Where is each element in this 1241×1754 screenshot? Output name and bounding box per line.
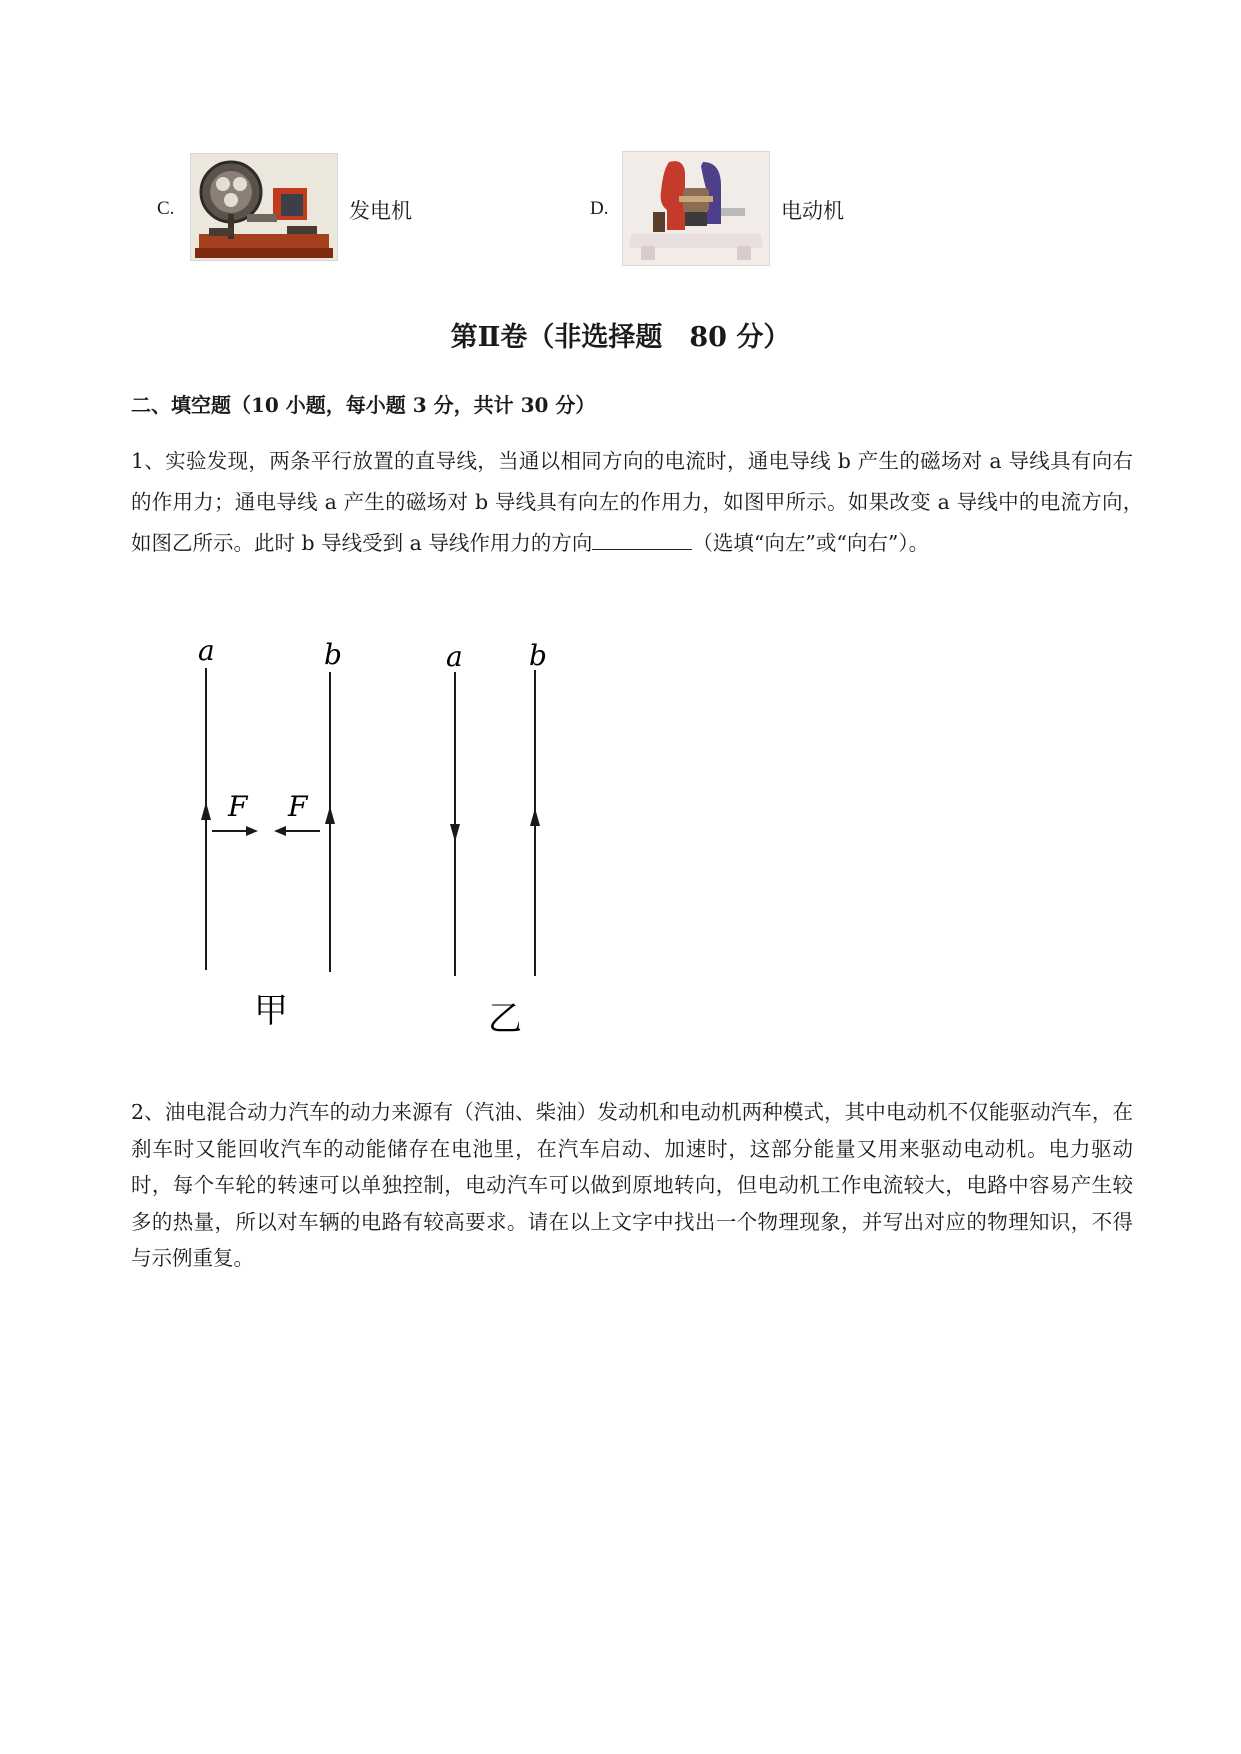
caption-jia: 甲 bbox=[254, 991, 288, 1031]
jia-a-current-up-arrow bbox=[201, 802, 211, 820]
question-1-text: 1、实验发现，两条平行放置的直导线，当通以相同方向的电流时，通电导线 b 产生的磁场对 a 导线具有向右的作用力；通电导线 a 产生的磁场对 b 导线具有向左的作用力，如图甲所示。如果改变 a 导线中的电流方向， 如图乙所示。此时 b 导线受到 a 导线作用力的方向 bbox=[131, 449, 1154, 555]
generator-photo bbox=[190, 153, 338, 261]
question-2: 2、油电混合动力汽车的动力来源有（汽油、柴油）发动机和电动机两种模式，其中电动机不仅能驱动汽车，在刹车时又能回收汽车的动能储存在电池里，在汽车启动、加速时，这部分能量又用来驱动电动机。电力驱动时，每个车轮的转速可以单独控制，电动汽车可以做到原地转向，但电动机工作电流较大，电路中容易产生较多的热量，所以对车辆的电路有较高要求。请在以上文字中找出一个物理现象，并写出对应的物理知识，不得与示例重复。 bbox=[131, 1100, 1133, 1270]
force-label-on-a: F bbox=[228, 790, 248, 823]
motor-photo bbox=[622, 151, 770, 266]
force-label-on-b: F bbox=[288, 790, 308, 823]
caption-yi: 乙 bbox=[488, 999, 522, 1039]
jia-label-b: b bbox=[324, 638, 342, 671]
force-arrow-left-head bbox=[274, 826, 286, 836]
jia-label-a: a bbox=[198, 634, 215, 667]
part-title: 二、填空题（10 小题，每小题 3 分，共计 30 分） bbox=[131, 393, 596, 417]
section-title: 第Ⅱ卷（非选择题 80 分） bbox=[450, 322, 791, 353]
wire-force-figure bbox=[150, 620, 610, 1050]
yi-label-a: a bbox=[446, 640, 463, 673]
question-1-options: （选填“向左”或“向右”）。 bbox=[692, 531, 930, 555]
answer-blank bbox=[592, 527, 692, 550]
option-c-letter: C. bbox=[157, 198, 175, 219]
yi-b-current-up-arrow bbox=[530, 808, 540, 826]
force-arrow-right-head bbox=[246, 826, 258, 836]
option-d-label: 电动机 bbox=[781, 199, 844, 223]
option-c-label: 发电机 bbox=[349, 199, 412, 223]
yi-a-current-down-arrow bbox=[450, 824, 460, 842]
question-1 bbox=[131, 441, 1154, 564]
option-d-letter: D. bbox=[590, 198, 609, 219]
jia-b-current-up-arrow bbox=[325, 806, 335, 824]
yi-label-b: b bbox=[529, 639, 547, 672]
